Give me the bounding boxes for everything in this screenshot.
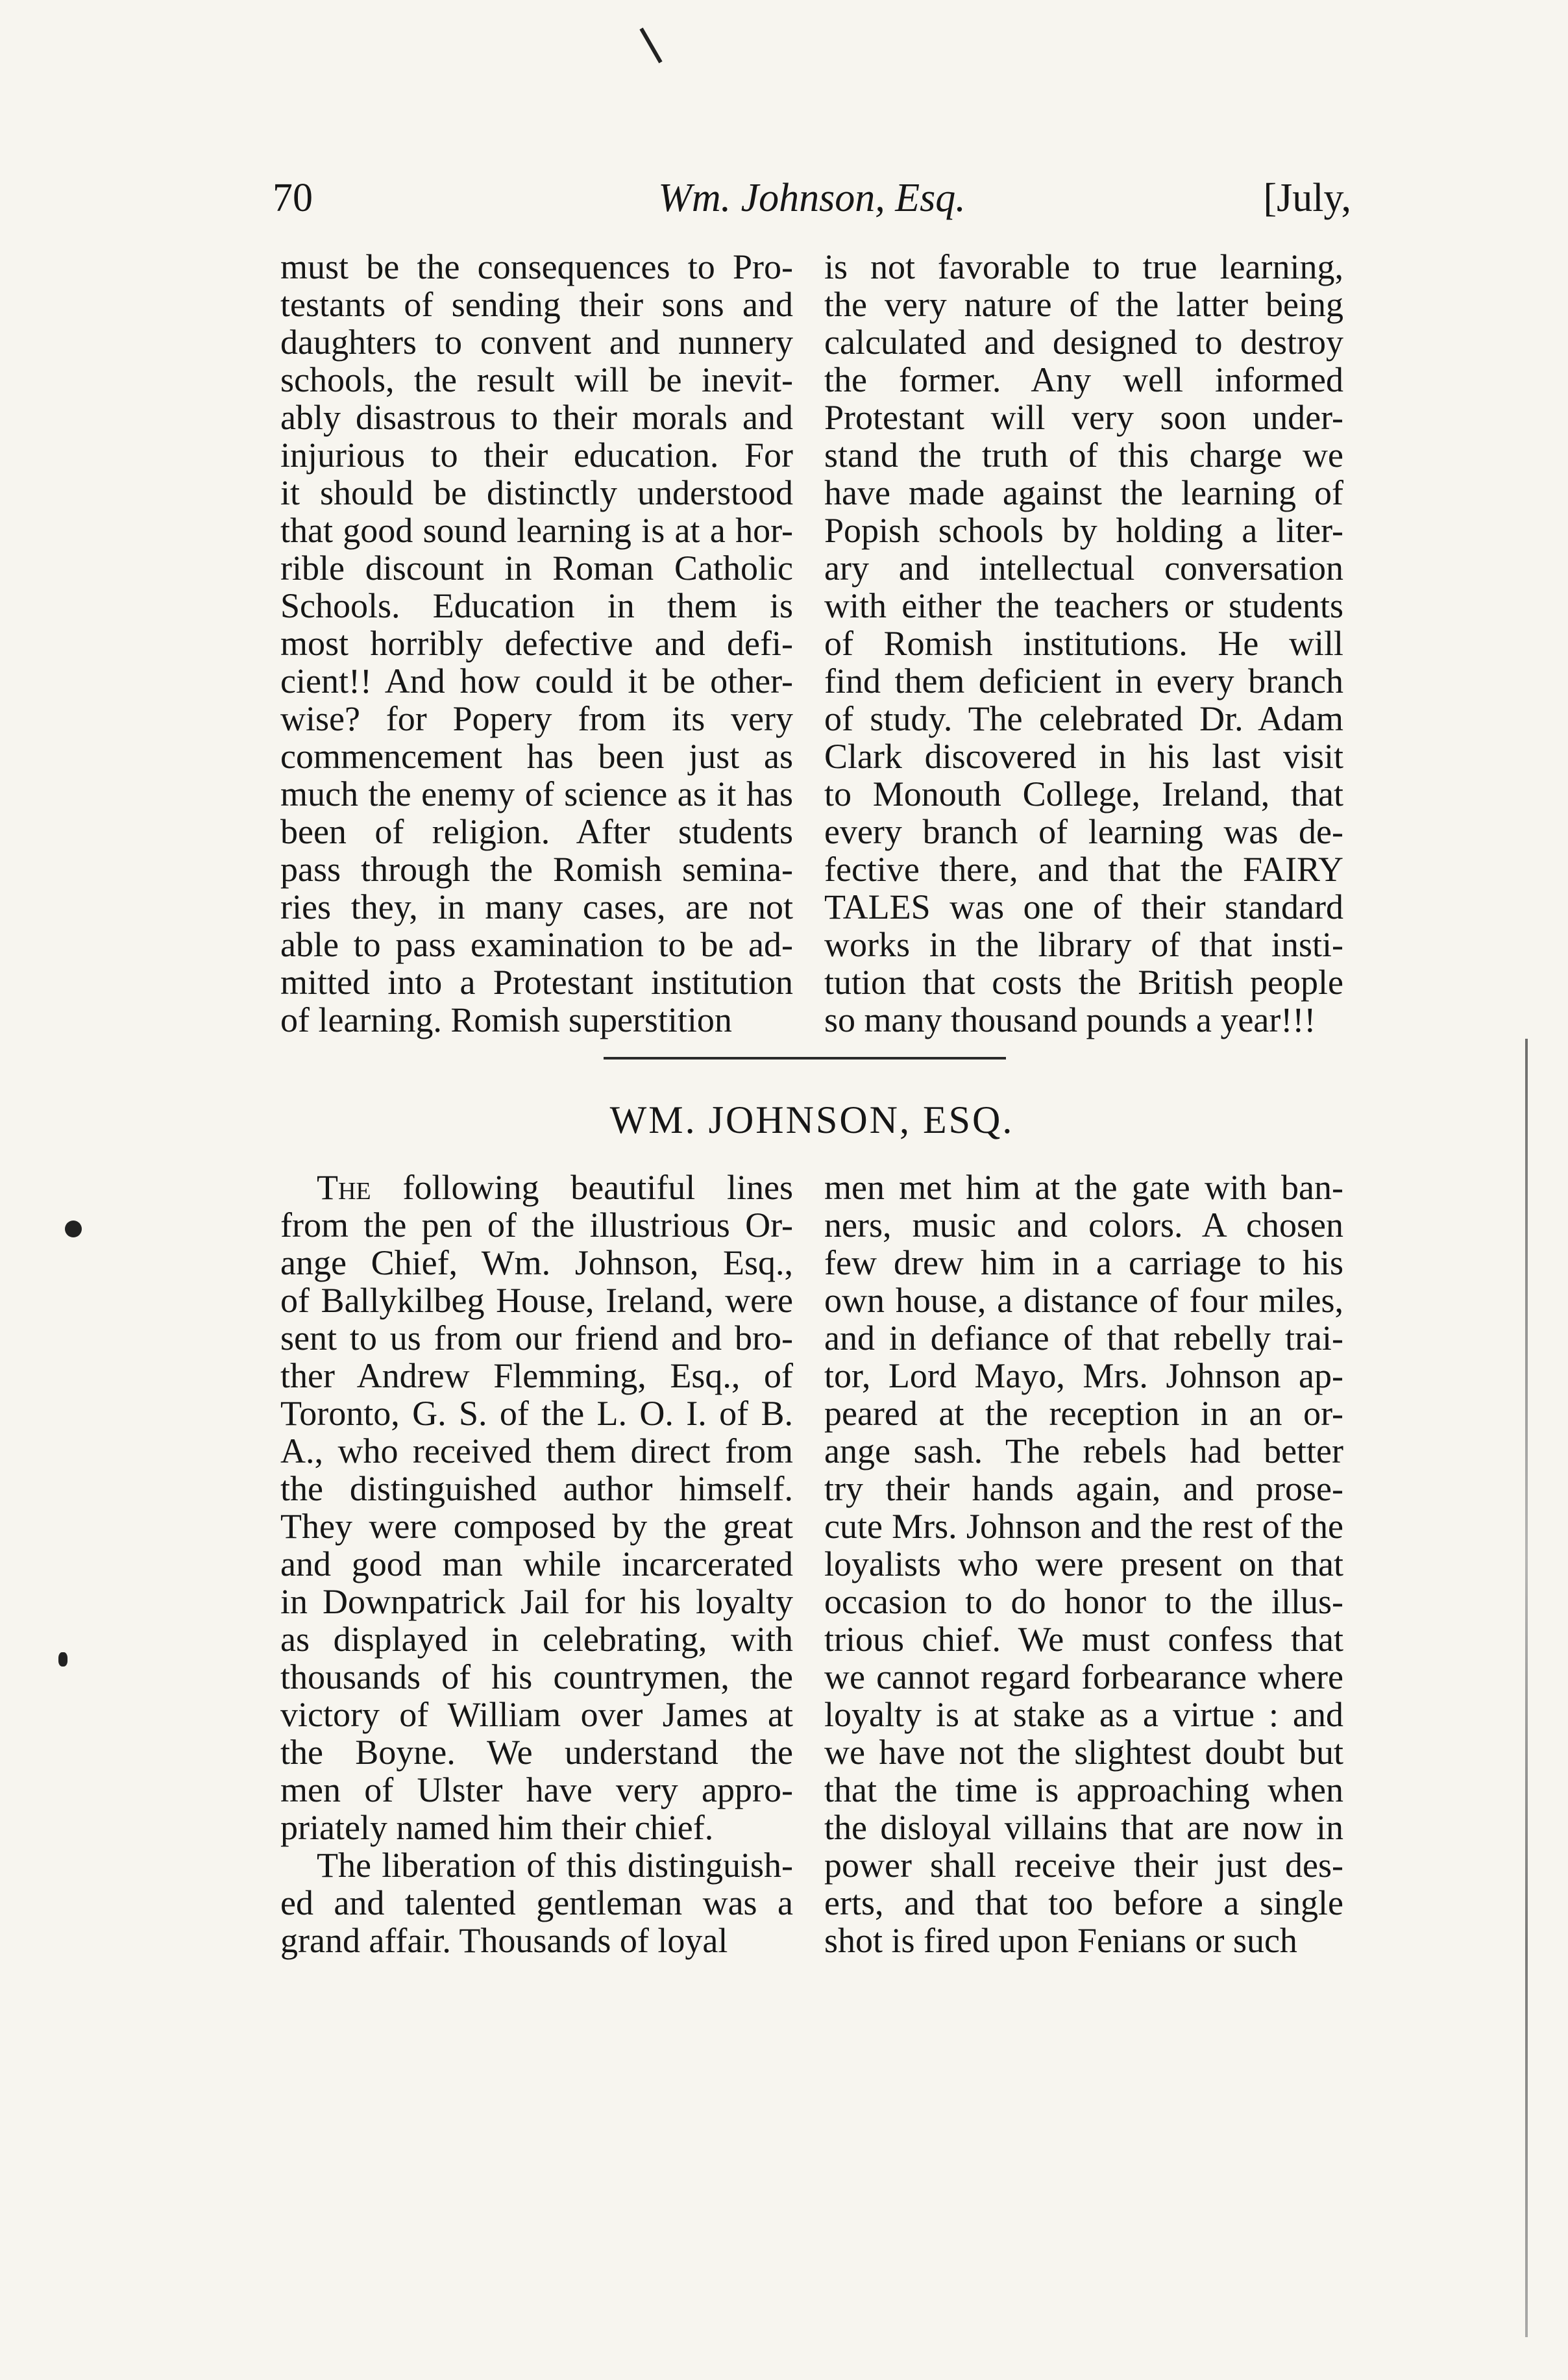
text-line: the very nature of the latter being (824, 285, 1343, 324)
text-line: and in defiance of that rebelly trai- (824, 1319, 1343, 1357)
text-line: we have not the slightest doubt but (824, 1733, 1343, 1772)
text-line: to Monouth College, Ireland, that (824, 775, 1343, 813)
text-line: ners, music and colors. A chosen (824, 1206, 1343, 1245)
text-line: ably disastrous to their morals and (280, 398, 793, 437)
text-line: loyalists who were present on that (824, 1544, 1343, 1583)
page-edge (1525, 1039, 1528, 2337)
scan-smudge (639, 28, 662, 64)
text-line: own house, a distance of four miles, (824, 1281, 1343, 1320)
text-line: able to pass examination to be ad- (280, 925, 793, 964)
running-header (273, 172, 1351, 224)
text-line: Toronto, G. S. of the L. O. I. of B. (280, 1394, 793, 1433)
text-line: ther Andrew Flemming, Esq., of (280, 1356, 793, 1395)
text-line: been of religion. After students (280, 812, 793, 851)
bottom-right-column (824, 1169, 1343, 1959)
text-line: cient!! And how could it be other- (280, 662, 793, 700)
section-title: WM. JOHNSON, ESQ. (609, 1098, 1014, 1141)
text-line: few drew him in a carriage to his (824, 1243, 1343, 1282)
running-head: Wm. Johnson, Esq. (658, 176, 966, 220)
text-line: of study. The celebrated Dr. Adam (824, 699, 1343, 738)
text-line: with either the teachers or students (824, 586, 1343, 625)
page-number: 70 (273, 176, 313, 220)
text-line: sent to us from our friend and bro- (280, 1319, 793, 1357)
text-line: in Downpatrick Jail for his loyalty (280, 1582, 793, 1621)
text-line: and good man while incarcerated (280, 1544, 793, 1583)
text-line: ange sash. The rebels had better (824, 1432, 1343, 1470)
text-line: have made against the learning of (824, 473, 1343, 512)
text-line: men of Ulster have very appro- (280, 1770, 793, 1809)
text-line: much the enemy of science as it has (280, 775, 793, 813)
text-line: erts, and that too before a single (824, 1883, 1343, 1922)
text-line: Clark discovered in his last visit (824, 737, 1343, 776)
text-line: pass through the Romish semina- (280, 850, 793, 889)
text-line: shot is fired upon Fenians or such (824, 1921, 1297, 1960)
text-line: tor, Lord Mayo, Mrs. Johnson ap- (824, 1356, 1343, 1395)
text-line: most horribly defective and defi- (280, 624, 793, 663)
text-line: wise? for Popery from its very (280, 699, 793, 738)
text-line: must be the consequences to Pro- (280, 247, 793, 286)
text-line: schools, the result will be inevit- (280, 360, 793, 399)
text-line: victory of William over James at (280, 1695, 793, 1734)
text-line: that good sound learning is at a hor- (280, 511, 793, 550)
text-line: the Boyne. We understand the (280, 1733, 793, 1772)
section-divider (604, 1057, 1006, 1060)
text-line: men met him at the gate with ban- (824, 1168, 1343, 1207)
text-line: commencement has been just as (280, 737, 793, 776)
text-line: of learning. Romish superstition (280, 1000, 732, 1039)
text-line: grand affair. Thousands of loyal (280, 1921, 728, 1960)
text-line: A., who received them direct from (280, 1432, 793, 1470)
text-line: Schools. Education in them is (280, 586, 793, 625)
text-line: The liberation of this distinguish- (317, 1846, 793, 1885)
text-line: loyalty is at stake as a virtue : and (824, 1695, 1343, 1734)
text-line: from the pen of the illustrious Or- (280, 1206, 793, 1245)
text-line: injurious to their education. For (280, 436, 793, 475)
text-line: mitted into a Protestant institution (280, 963, 793, 1002)
scan-smudge (58, 1652, 67, 1667)
text-line: TALES was one of their standard (824, 887, 1343, 926)
text-line: the former. Any well informed (824, 360, 1343, 399)
text-line: the distinguished author himself. (280, 1469, 793, 1508)
text-line: testants of sending their sons and (280, 285, 793, 324)
header-month: [July, (1263, 176, 1351, 220)
text-line: fective there, and that the FAIRY (824, 850, 1343, 889)
text-line: ries they, in many cases, are not (280, 887, 793, 926)
text-line: They were composed by the great (280, 1507, 793, 1546)
top-right-column (824, 248, 1343, 1039)
text-line: so many thousand pounds a year!!! (824, 1000, 1316, 1039)
text-line: as displayed in celebrating, with (280, 1620, 793, 1659)
text-line: of Romish institutions. He will (824, 624, 1343, 663)
text-line: Popish schools by holding a liter- (824, 511, 1343, 550)
text-line: tution that costs the British people (824, 963, 1343, 1002)
text-line: power shall receive their just des- (824, 1846, 1343, 1885)
scan-smudge (65, 1221, 82, 1237)
text-line: ed and talented gentleman was a (280, 1883, 793, 1922)
text-line: rible discount in Roman Catholic (280, 549, 793, 588)
text-line: every branch of learning was de- (824, 812, 1343, 851)
line-text: following beautiful lines (371, 1168, 793, 1207)
text-line: find them deficient in every branch (824, 662, 1343, 700)
text-line: is not favorable to true learning, (824, 247, 1343, 286)
bottom-left-column (280, 1169, 793, 1959)
text-line: Protestant will very soon under- (824, 398, 1343, 437)
text-line: peared at the reception in an or- (824, 1394, 1343, 1433)
text-line: occasion to do honor to the illus- (824, 1582, 1343, 1621)
text-line: we cannot regard forbearance where (824, 1657, 1343, 1696)
text-line: ange Chief, Wm. Johnson, Esq., (280, 1243, 793, 1282)
text-line: calculated and designed to destroy (824, 323, 1343, 362)
text-line: priately named him their chief. (280, 1808, 714, 1847)
text-line: works in the library of that insti- (824, 925, 1343, 964)
opening-word: The (317, 1168, 371, 1207)
text-line: daughters to convent and nunnery (280, 323, 793, 362)
text-line: ary and intellectual conversation (824, 549, 1343, 588)
text-line: stand the truth of this charge we (824, 436, 1343, 475)
text-line: cute Mrs. Johnson and the rest of the (824, 1507, 1343, 1546)
text-line (280, 1169, 793, 1206)
text-line: try their hands again, and prose- (824, 1469, 1343, 1508)
top-left-column (280, 248, 793, 1039)
text-line: thousands of his countrymen, the (280, 1657, 793, 1696)
text-line: that the time is approaching when (824, 1770, 1343, 1809)
text-line: the disloyal villains that are now in (824, 1808, 1343, 1847)
text-line: trious chief. We must confess that (824, 1620, 1343, 1659)
text-line: of Ballykilbeg House, Ireland, were (280, 1281, 793, 1320)
text-line: it should be distinctly understood (280, 473, 793, 512)
